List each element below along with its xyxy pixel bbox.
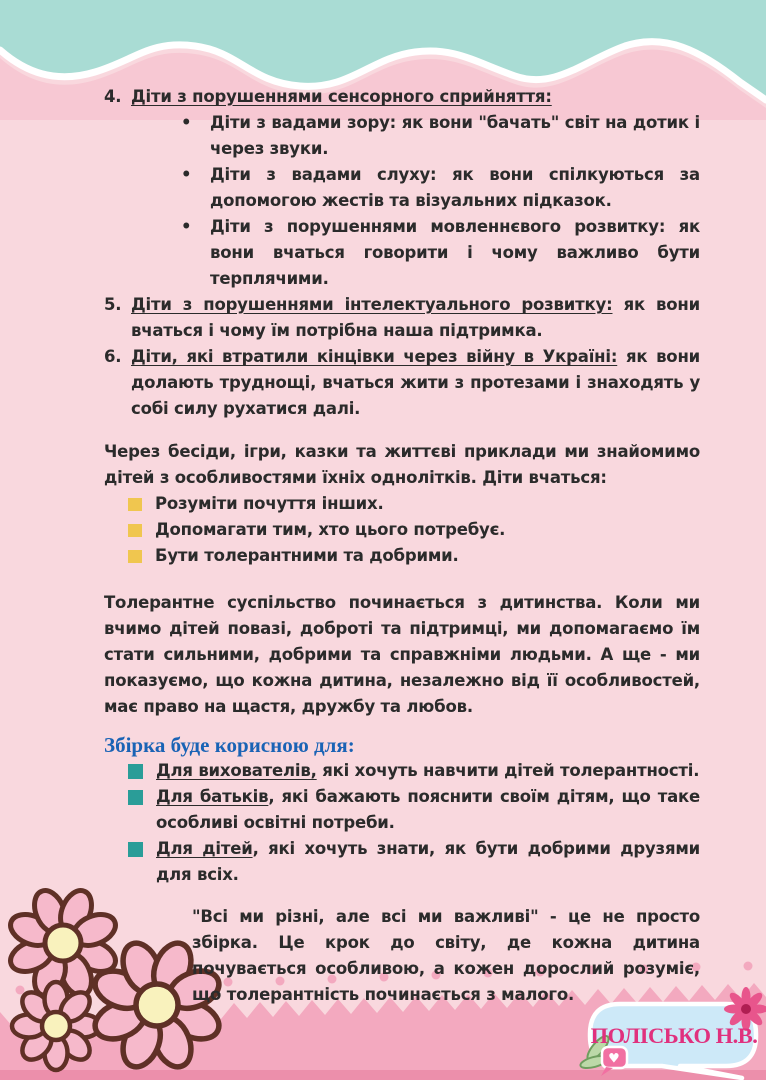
list-item — [128, 517, 700, 543]
list-item — [128, 836, 700, 888]
list-item-6 — [104, 344, 700, 422]
item-title: Діти з порушеннями інтелектуального розвитку: — [131, 295, 613, 314]
list-item-text: Бути толерантними та добрими. — [155, 546, 459, 565]
yellow-square-bullet-icon — [128, 498, 142, 511]
item-number: 5. — [104, 295, 122, 314]
item-title: Діти з порушеннями сенсорного сприйняття: — [131, 87, 552, 106]
section-heading: Збірка буде корисною для: — [104, 733, 355, 757]
list-item-rest: , які хочуть знати, як бути добрими друзями для всіх. — [156, 839, 700, 884]
list-item — [128, 758, 700, 784]
list-item — [128, 784, 700, 836]
item-body — [131, 84, 700, 292]
list-item-rest: , які бажають пояснити своїм дітям, що таке особливі освітні потреби. — [156, 787, 701, 832]
item-body — [131, 344, 700, 422]
sub-bullet-text: Діти з вадами слуху: як вони спілкуються за допомогою жестів та візуальних підказок. — [210, 165, 700, 210]
values-list — [104, 491, 700, 569]
list-item-lead: Для вихователів, — [156, 761, 317, 780]
list-item-text — [156, 758, 700, 784]
sub-bullet — [181, 110, 700, 162]
list-item-rest: які хочуть навчити дітей толерантності. — [316, 761, 700, 780]
bullet-dot-icon: • — [181, 113, 192, 132]
list-item-5 — [104, 292, 700, 344]
sub-bullet-text: Діти з вадами зору: як вони "бачать" світ на дотик і через звуки. — [210, 113, 700, 158]
list-item-lead: Для дітей — [156, 839, 253, 858]
yellow-square-bullet-icon — [128, 524, 142, 537]
sub-bullet — [181, 214, 700, 292]
list-item-text: Розуміти почуття інших. — [155, 494, 384, 513]
item-sub-bullets — [181, 110, 700, 292]
heart-icon: ♥ — [608, 1051, 620, 1067]
teal-square-bullet-icon — [128, 842, 143, 857]
closing-paragraph: "Всі ми різні, але всі ми важливі" - це не просто збірка. Це крок до світу, де кожна дитина почувається особливою, а кожен дорослий розуміє, що толерантність починається з малого. — [192, 907, 700, 1004]
list-item — [128, 491, 700, 517]
list-item-text: Допомагати тим, хто цього потребує. — [155, 520, 506, 539]
audience-list — [104, 758, 700, 888]
item-number: 6. — [104, 347, 122, 366]
badge-label: ПОЛІСЬКО Н.В. — [590, 1023, 758, 1048]
tolerance-paragraph: Толерантне суспільство починається з дитинства. Коли ми вчимо дітей повазі, доброті та підтримці, ми допомагаємо їм стати сильними, добрими та справжніми людьми. А ще - ми показуємо, що кожна дитина, незалежно від її особливостей, має право на щастя, дружбу та любов. — [104, 593, 700, 716]
item-number: 4. — [104, 87, 122, 106]
intro-paragraph: Через бесіди, ігри, казки та життєві приклади ми знайомимо дітей з особливостями їхніх однолітків. Діти вчаться: — [104, 442, 700, 487]
list-item-4 — [104, 84, 700, 292]
author-badge — [584, 996, 764, 1080]
teal-square-bullet-icon — [128, 764, 143, 779]
heart-message-icon — [601, 1047, 627, 1076]
teal-square-bullet-icon — [128, 790, 143, 805]
bullet-dot-icon: • — [181, 217, 192, 236]
list-item-text — [156, 784, 700, 836]
list-item — [128, 543, 700, 569]
bullet-dot-icon: • — [181, 165, 192, 184]
list-item-lead: Для батьків — [156, 787, 269, 806]
list-item-text — [156, 836, 700, 888]
item-text: як вони долають труднощі, вчаться жити з протезами і знаходять у собі силу рухатися далі. — [131, 347, 701, 418]
item-body — [131, 292, 700, 344]
item-title: Діти, які втратили кінцівки через війну в Україні: — [131, 347, 618, 366]
yellow-square-bullet-icon — [128, 550, 142, 563]
sub-bullet — [181, 162, 700, 214]
item-text: як вони вчаться і чому їм потрібна наша підтримка. — [131, 295, 700, 340]
sub-bullet-text: Діти з порушеннями мовленнєвого розвитку: як вони вчаться говорити і чому важливо бути терплячими. — [210, 217, 700, 288]
